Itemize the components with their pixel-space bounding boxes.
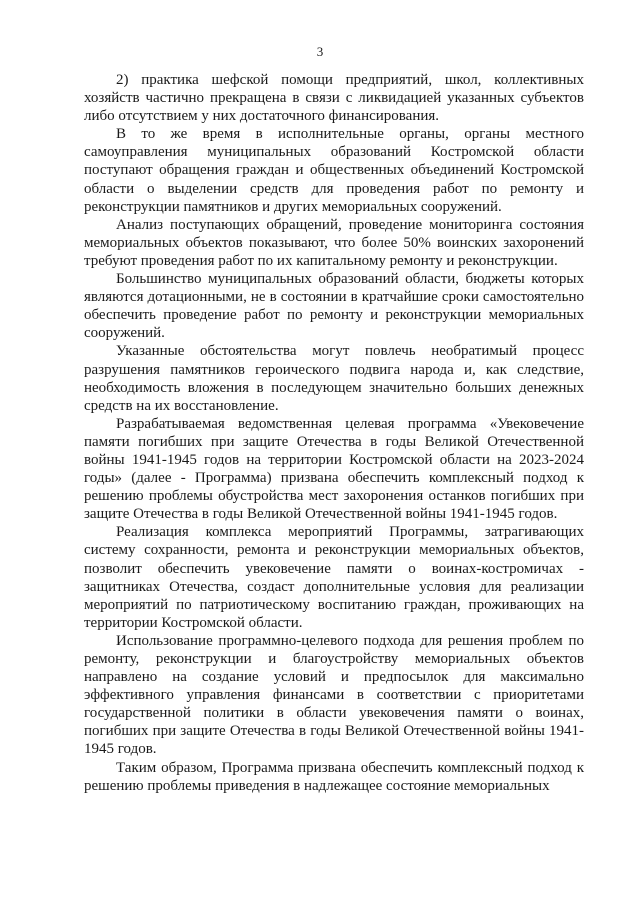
paragraph: Анализ поступающих обращений, проведение мониторинга состояния мемориальных объектов показывают, что более 50% воинских захоронений требуют проведения работ по их капитальному ремонту и реконструкции. — [84, 216, 584, 269]
paragraph: Разрабатываемая ведомственная целевая программа «Увековечение памяти погибших при защите Отечества в годы Великой Отечественной войны 1941-1945 годов на территории Костромской области на 2023-2024 годы» (далее - Программа) призвана обеспечить комплексный подход к решению проблемы обустройства мест захоронения останков погибших при защите Отечества в годы Великой Отечественной войны 1941-1945 годов. — [84, 415, 584, 523]
body-text — [84, 71, 584, 795]
paragraph: Реализация комплекса мероприятий Программы, затрагивающих систему сохранности, ремонта и реконструкции мемориальных объектов, позволит обеспечить увековечение памяти о воинах-костромичах - защитниках Отечества, создаст дополнительные условия для реализации мероприятий по патриотическому воспитанию граждан, проживающих на территории Костромской области. — [84, 524, 584, 631]
paragraph: Большинство муниципальных образований области, бюджеты которых являются дотационными, не в состоянии в кратчайшие сроки самостоятельно обеспечить проведение работ по ремонту и реконструкции мемориальных сооружений. — [84, 271, 584, 342]
paragraph: Использование программно-целевого подхода для решения проблем по ремонту, реконструкции и благоустройству мемориальных объектов направлено на создание условий и предпосылок для максимально эффективного управления финансами в соответствии с приоритетами государственной политики в области увековечения памяти о воинах, погибших при защите Отечества в годы Великой Отечественной войны 1941-1945 годов. — [84, 632, 584, 758]
paragraph: В то же время в исполнительные органы, органы местного самоуправления муниципальных образований Костромской области поступают обращения граждан и общественных объединений Костромской области о выделении средств для проведения работ по ремонту и реконструкции памятников и других мемориальных сооружений. — [84, 126, 584, 215]
paragraph: Указанные обстоятельства могут повлечь необратимый процесс разрушения памятников героического подвига народа и, как следствие, необходимость вложения в последующем значительно больших денежных средств на их восстановление. — [84, 343, 584, 414]
paragraph: Таким образом, Программа призвана обеспечить комплексный подход к решению проблемы приведения в надлежащее состояние мемориальных — [84, 759, 584, 794]
paragraph: 2) практика шефской помощи предприятий, школ, коллективных хозяйств частично прекращена в связи с ликвидацией указанных субъектов либо отсутствием у них достаточного финансирования. — [84, 72, 584, 125]
page-number: 3 — [316, 44, 324, 59]
